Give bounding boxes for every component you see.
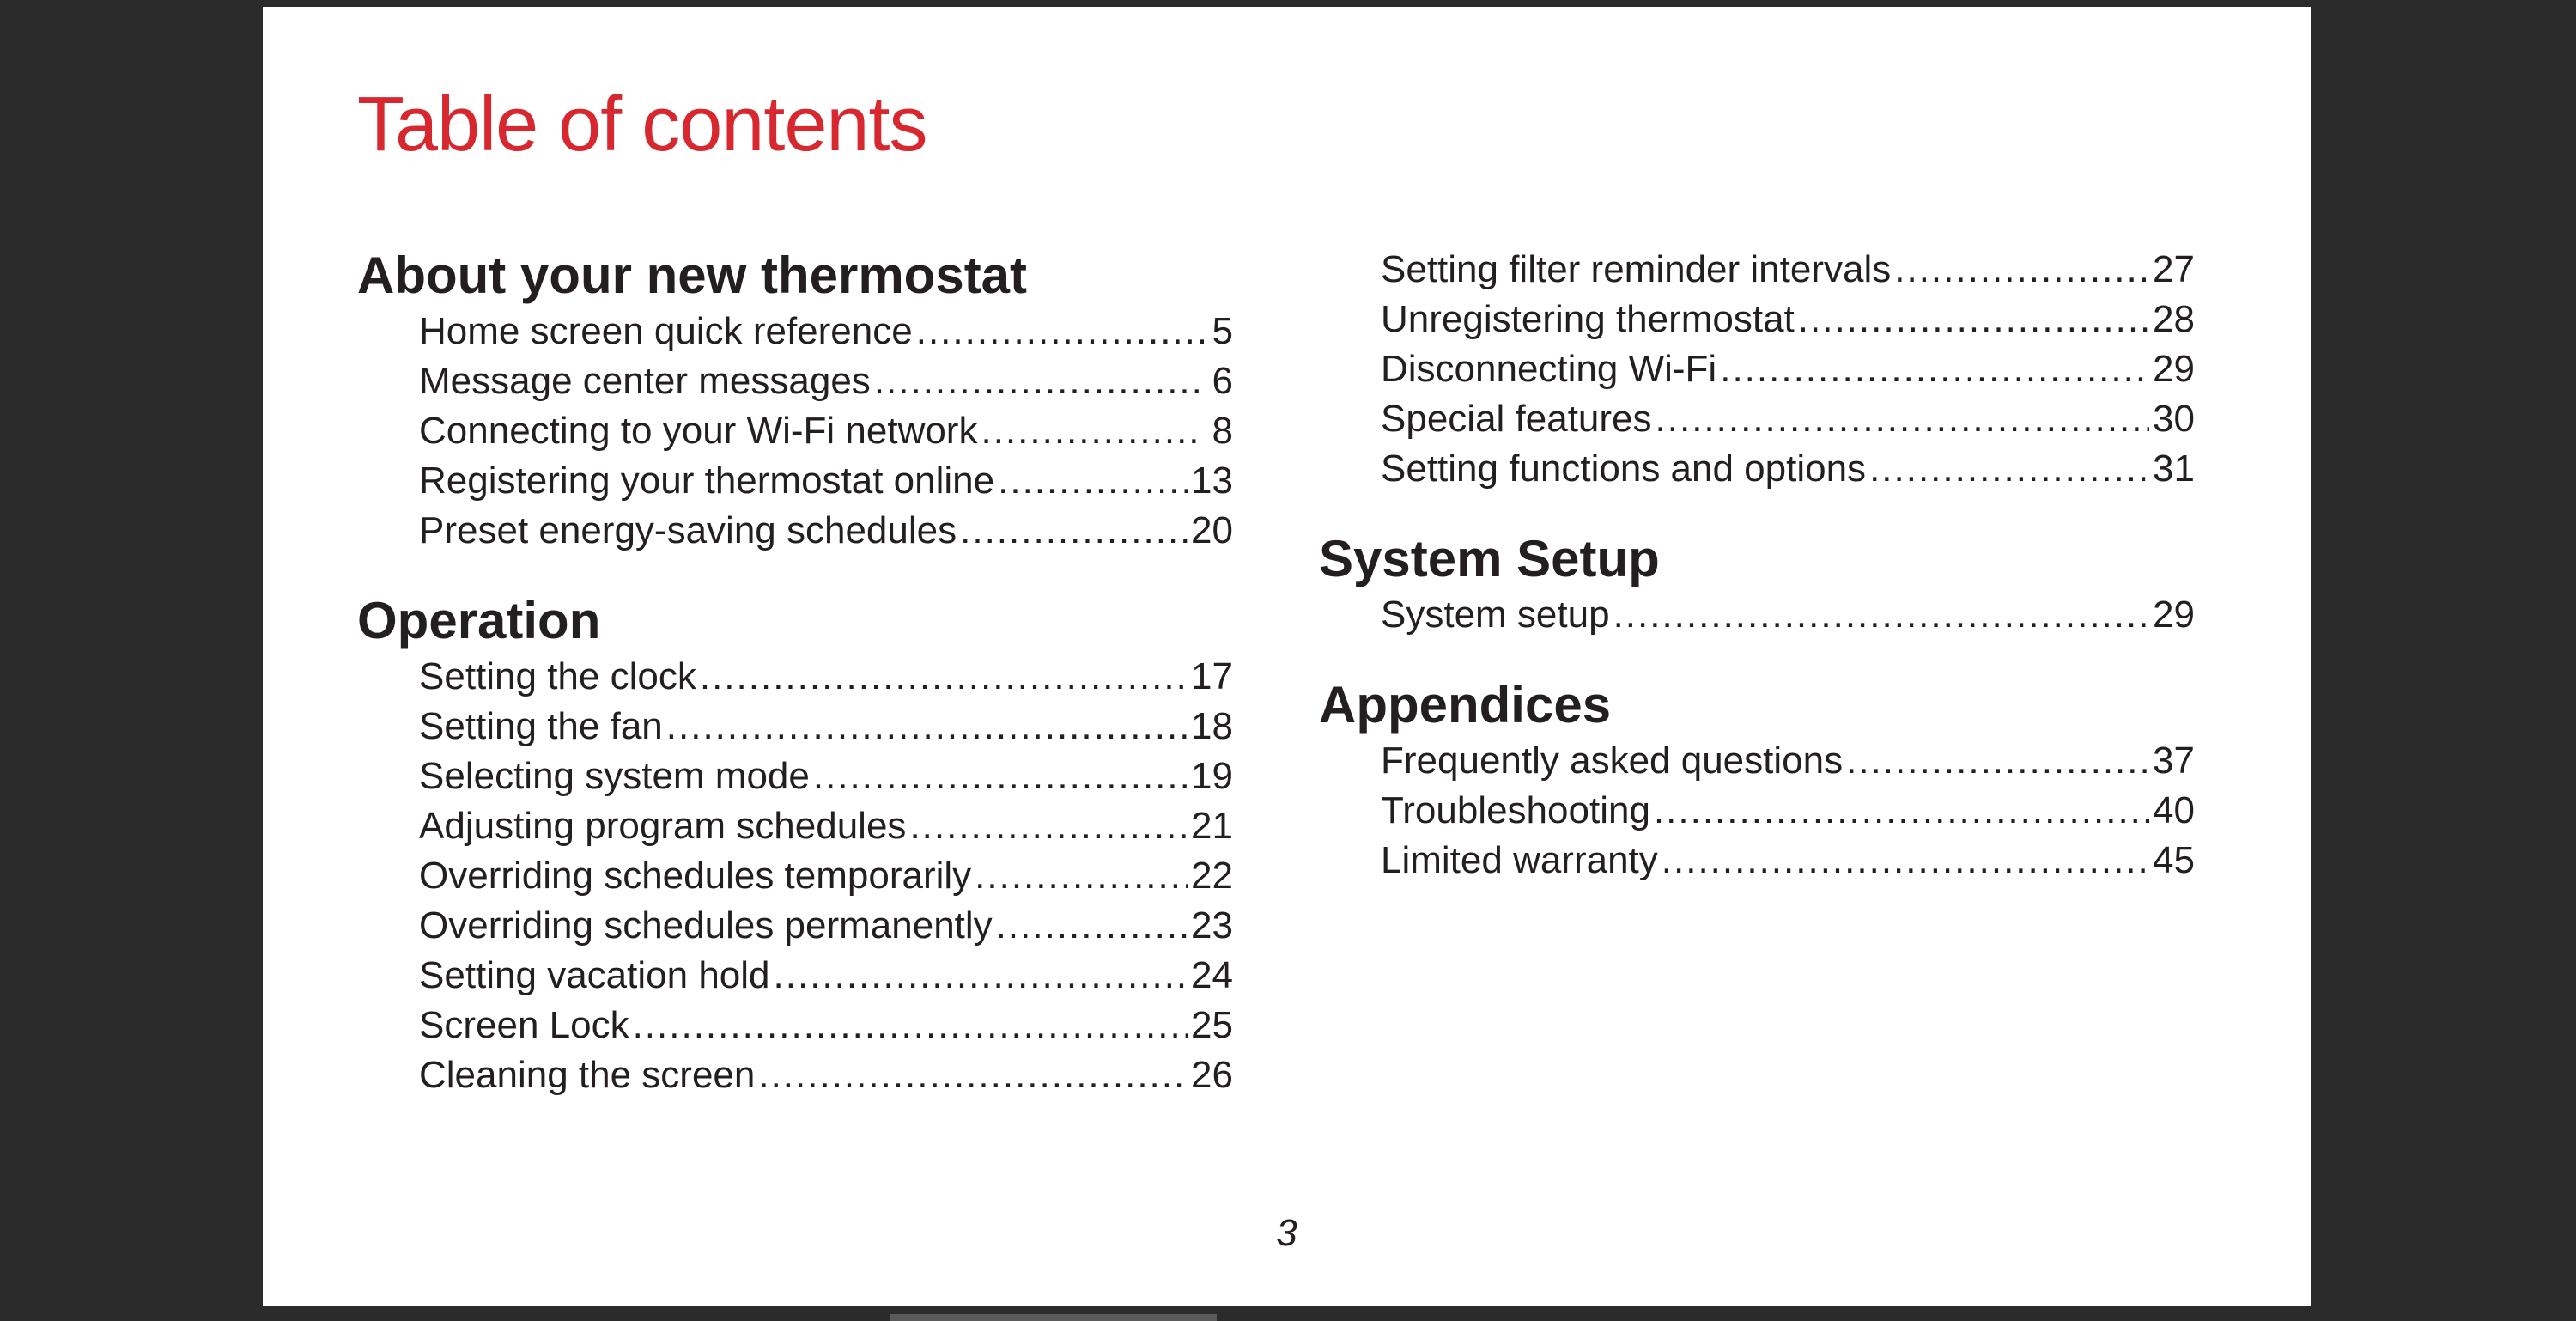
toc-entry[interactable]: [419, 901, 1233, 951]
toc-entry[interactable]: [1381, 590, 2195, 640]
toc-entry-page: 13: [1191, 460, 1233, 502]
toc-entry-page: 25: [1191, 1004, 1233, 1046]
dot-leader: [975, 851, 1188, 901]
toc-entry-label: Limited warranty: [1381, 839, 1658, 881]
toc-entry[interactable]: [419, 851, 1233, 901]
toc-entry-page: 26: [1191, 1054, 1233, 1096]
toc-entry-page: 8: [1212, 410, 1233, 452]
dot-leader: [1869, 444, 2149, 494]
toc-entry-label: Special features: [1381, 398, 1652, 440]
toc-entry[interactable]: [419, 652, 1233, 702]
toc-entry-page: 29: [2153, 594, 2195, 636]
toc-entry[interactable]: [1381, 245, 2195, 295]
toc-entry-list: [1319, 590, 2195, 640]
toc-entry-label: Connecting to your Wi-Fi network: [419, 410, 978, 452]
dot-leader: [1894, 245, 2149, 295]
toc-entry-page: 6: [1212, 360, 1233, 402]
toc-entry[interactable]: [419, 356, 1233, 406]
toc-section-about: [357, 245, 1233, 556]
toc-entry-label: Overriding schedules temporarily: [419, 855, 972, 897]
toc-entry-label: Cleaning the screen: [419, 1054, 756, 1096]
toc-entry-page: 24: [1191, 954, 1233, 996]
page-title: Table of contents: [357, 82, 927, 167]
dot-leader: [1798, 295, 2149, 344]
page-number: 3: [1276, 1212, 1297, 1254]
toc-entry[interactable]: [1381, 394, 2195, 444]
toc-entry-page: 27: [2153, 248, 2195, 290]
toc-entry-page: 29: [2153, 348, 2195, 390]
toc-entry-page: 30: [2153, 398, 2195, 440]
dot-leader: [960, 506, 1188, 556]
toc-right-column: [1319, 245, 2195, 886]
dot-leader: [998, 456, 1188, 506]
toc-entry[interactable]: [419, 406, 1233, 456]
toc-entry-page: 21: [1191, 805, 1233, 847]
toc-entry[interactable]: [1381, 736, 2195, 786]
dot-leader: [666, 702, 1188, 752]
toc-entry[interactable]: [419, 506, 1233, 556]
toc-entry[interactable]: [1381, 344, 2195, 394]
section-heading: Appendices: [1319, 676, 1612, 734]
toc-entry[interactable]: [1381, 295, 2195, 344]
toc-entry-label: Setting vacation hold: [419, 954, 770, 996]
toc-entry-list: [357, 307, 1233, 556]
toc-entry-label: Setting the fan: [419, 705, 663, 747]
toc-entry-page: 19: [1191, 755, 1233, 797]
dot-leader: [981, 406, 1204, 456]
toc-entry-label: Home screen quick reference: [419, 310, 913, 352]
toc-entry-label: Frequently asked questions: [1381, 740, 1844, 782]
toc-entry-list: [1319, 736, 2195, 886]
toc-entry[interactable]: [419, 702, 1233, 752]
toc-entry-label: Adjusting program schedules: [419, 805, 907, 847]
toc-entry[interactable]: [1381, 836, 2195, 886]
dot-leader: [813, 752, 1188, 801]
toc-entry[interactable]: [419, 801, 1233, 851]
toc-entry-label: Setting functions and options: [1381, 447, 1867, 490]
toc-entry[interactable]: [1381, 786, 2195, 836]
dot-leader: [996, 901, 1188, 951]
toc-entry-label: Message center messages: [419, 360, 871, 402]
toc-entry-label: Troubleshooting: [1381, 789, 1650, 831]
section-heading: Operation: [357, 592, 601, 649]
toc-section-operation: [357, 590, 1233, 1100]
dot-leader: [874, 356, 1204, 406]
toc-entry-page: 37: [2153, 740, 2195, 782]
toc-entry-label: Disconnecting Wi-Fi: [1381, 348, 1717, 390]
toc-entry-page: 20: [1191, 509, 1233, 551]
toc-entry[interactable]: [419, 456, 1233, 506]
toc-entry-label: Unregistering thermostat: [1381, 298, 1795, 340]
toc-left-column: [357, 245, 1233, 1100]
toc-entry-page: 5: [1212, 310, 1233, 352]
toc-entry-label: Screen Lock: [419, 1004, 629, 1046]
toc-entry-label: Setting filter reminder intervals: [1381, 248, 1892, 290]
section-heading: About your new thermostat: [357, 247, 1028, 304]
toc-entry-page: 31: [2153, 447, 2195, 490]
toc-entry-label: System setup: [1381, 594, 1610, 636]
toc-entry-label: Setting the clock: [419, 655, 696, 697]
toc-entry[interactable]: [419, 1001, 1233, 1050]
toc-entry-page: 22: [1191, 855, 1233, 897]
toc-entry-label: Selecting system mode: [419, 755, 810, 797]
dot-leader: [1613, 590, 2149, 640]
dot-leader: [1720, 344, 2149, 394]
toc-section-about-continued: [1319, 245, 2195, 494]
toc-entry[interactable]: [1381, 444, 2195, 494]
dot-leader: [700, 652, 1188, 702]
dot-leader: [1654, 786, 2149, 836]
document-page: [263, 7, 2311, 1306]
dot-leader: [1656, 394, 2150, 444]
toc-entry-label: Preset energy-saving schedules: [419, 509, 957, 551]
dot-leader: [758, 1050, 1188, 1100]
toc-entry[interactable]: [419, 307, 1233, 356]
toc-entry-page: 17: [1191, 655, 1233, 697]
dot-leader: [774, 951, 1188, 1001]
toc-section-system-setup: [1319, 528, 2195, 640]
dot-leader: [909, 801, 1188, 851]
dot-leader: [1846, 736, 2149, 786]
viewer-scrollbar[interactable]: [890, 1314, 1217, 1321]
toc-entry-list: [1319, 245, 2195, 494]
toc-entry-page: 18: [1191, 705, 1233, 747]
toc-entry[interactable]: [419, 752, 1233, 801]
toc-section-appendices: [1319, 674, 2195, 886]
dot-leader: [916, 307, 1204, 356]
toc-entry-label: Overriding schedules permanently: [419, 904, 993, 947]
dot-leader: [633, 1001, 1188, 1050]
dot-leader: [1662, 836, 2149, 886]
toc-entry-page: 28: [2153, 298, 2195, 340]
toc-entry-page: 23: [1191, 904, 1233, 947]
toc-entry[interactable]: [419, 1050, 1233, 1100]
toc-entry-list: [357, 652, 1233, 1100]
toc-entry[interactable]: [419, 951, 1233, 1001]
toc-entry-page: 40: [2153, 789, 2195, 831]
toc-entry-page: 45: [2153, 839, 2195, 881]
section-heading: System Setup: [1319, 530, 1660, 587]
toc-entry-label: Registering your thermostat online: [419, 460, 995, 502]
